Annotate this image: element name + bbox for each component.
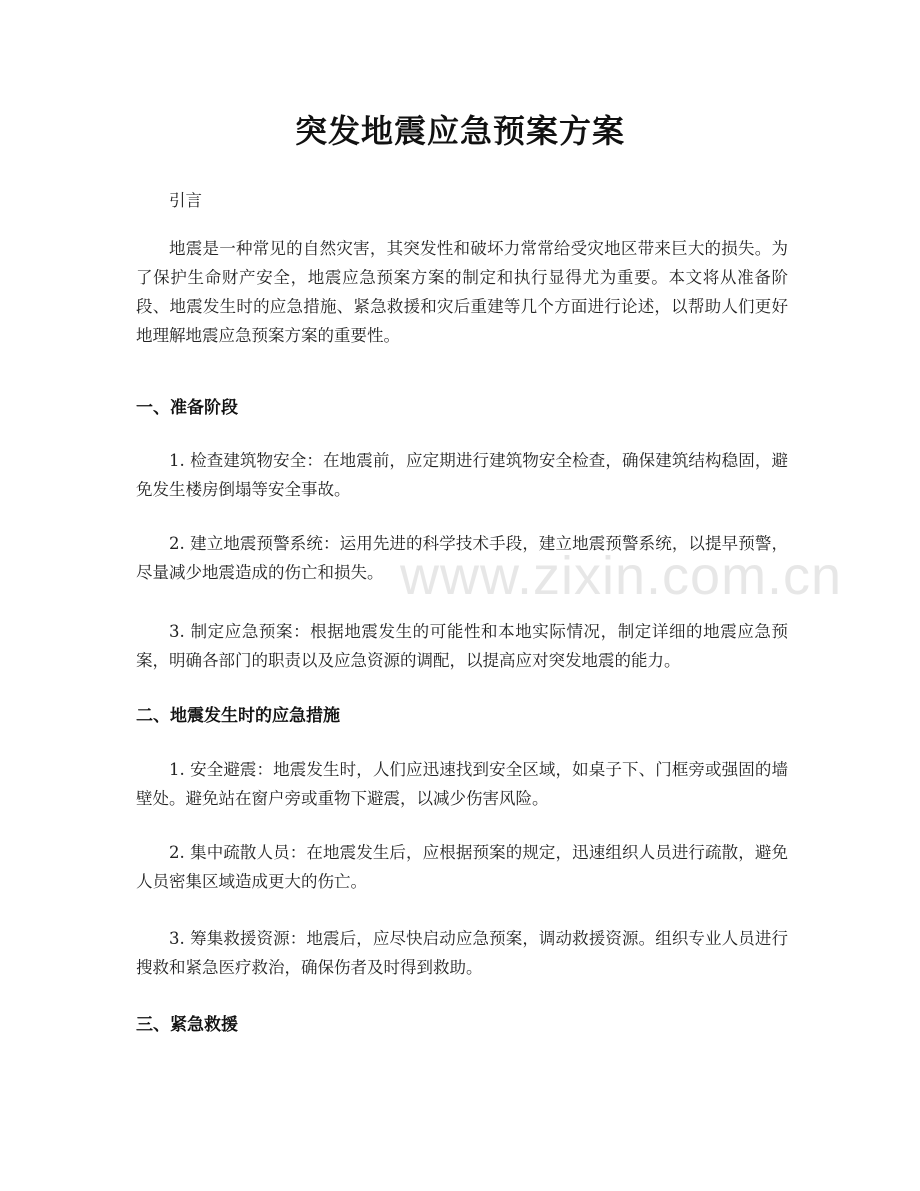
- section-heading-preparation: 一、准备阶段: [136, 398, 238, 418]
- section-2-item-1: 1. 安全避震：地震发生时，人们应迅速找到安全区域，如桌子下、门框旁或强固的墙壁处。避免站在窗户旁或重物下避震，以减少伤害风险。: [136, 760, 788, 808]
- section-heading-emergency-rescue: 三、紧急救援: [136, 1015, 238, 1035]
- section-2-item-2: 2. 集中疏散人员：在地震发生后，应根据预案的规定，迅速组织人员进行疏散，避免人员密集区域造成更大的伤亡。: [136, 843, 788, 891]
- intro-label: 引言: [169, 191, 202, 210]
- watermark: www.zixin.com.cn: [400, 546, 843, 606]
- section-2-item-3: 3. 筹集救援资源：地震后，应尽快启动应急预案，调动救援资源。组织专业人员进行搜救和紧急医疗救治，确保伤者及时得到救助。: [136, 929, 788, 977]
- section-heading-emergency-measures: 二、地震发生时的应急措施: [136, 706, 340, 726]
- section-1-item-1: 1. 检查建筑物安全：在地震前，应定期进行建筑物安全检查，确保建筑结构稳固，避免发生楼房倒塌等安全事故。: [136, 451, 788, 499]
- section-1-item-3: 3. 制定应急预案：根据地震发生的可能性和本地实际情况，制定详细的地震应急预案，明确各部门的职责以及应急资源的调配，以提高应对突发地震的能力。: [136, 622, 788, 670]
- intro-paragraph: 地震是一种常见的自然灾害，其突发性和破坏力常常给受灾地区带来巨大的损失。为了保护生命财产安全，地震应急预案方案的制定和执行显得尤为重要。本文将从准备阶段、地震发生时的应急措施、紧急救援和灾后重建等几个方面进行论述，以帮助人们更好地理解地震应急预案方案的重要性。: [136, 239, 788, 345]
- section-1-item-2: 2. 建立地震预警系统：运用先进的科学技术手段，建立地震预警系统，以提早预警，尽量减少地震造成的伤亡和损失。: [136, 534, 788, 582]
- document-title: 突发地震应急预案方案: [294, 112, 625, 150]
